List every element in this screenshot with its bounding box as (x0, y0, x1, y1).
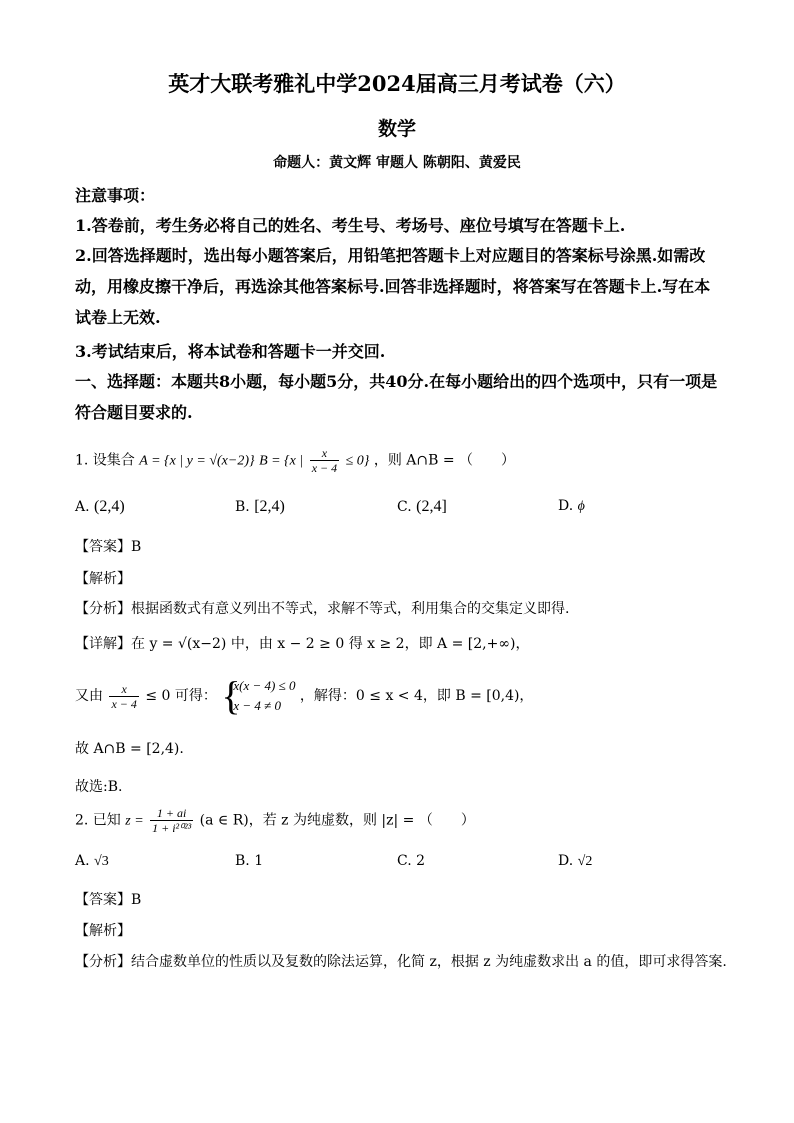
q2-fenxi (75, 951, 727, 971)
q1-option-a (75, 498, 125, 516)
q1-xiangjie-2-mid: ≤ 0 可得： (145, 688, 217, 704)
q1-set-b-tail: ≤ 0} (345, 453, 370, 469)
q1-set-b-num: x (310, 446, 339, 461)
q2-fraction (150, 806, 193, 835)
notice-item-2-line-1: 2.回答选择题时，选出每小题答案后，用铅笔把答题卡上对应题目的答案标号涂黑.如需改 (75, 246, 706, 265)
notice-item-3: 3.考试结束后，将本试卷和答题卡一并交回. (75, 342, 386, 361)
q1-choose: 故选:B. (75, 779, 123, 795)
q2-condition: (a ∈ R)，若 z 为纯虚数，则 |z| = （ ） (199, 812, 475, 829)
q1-xiangjie-2 (75, 673, 534, 718)
q1-answer-value: B (131, 539, 142, 555)
q1-option-b-label: B. (235, 499, 250, 515)
q2-option-d (558, 853, 592, 870)
authors-line: 命题人：黄文辉 审题人 陈朝阳、黄爱民 (273, 155, 521, 171)
q2-analysis-tag: 【解析】 (75, 923, 131, 939)
q2-answer-tag: 【答案】 (75, 892, 131, 908)
question-1 (75, 446, 515, 475)
q1-set-b-den: x − 4 (311, 461, 338, 475)
notice-heading: 注意事项： (75, 186, 156, 205)
q1-option-c (397, 498, 447, 516)
q1-xiangjie-2-fraction (109, 682, 138, 711)
q1-set-b-fraction (310, 446, 339, 475)
q2-fenxi-tag: 【分析】 (75, 954, 131, 970)
notice-item-2-line-3: 试卷上无效. (75, 308, 161, 327)
q1-xiangjie-2-tail: ，解得：0 ≤ x < 4，即 B = [0,4)， (299, 688, 534, 704)
q2-answer-value: B (131, 892, 142, 908)
q1-answer-tag: 【答案】 (75, 539, 131, 555)
section-1-line-2: 符合题目要求的. (75, 403, 193, 422)
q1-set-a: A = {x | y = √(x−2)} (139, 453, 255, 469)
q1-analysis-tag: 【解析】 (75, 571, 131, 587)
q2-option-c-value: 2 (416, 853, 426, 869)
q2-option-b-value: 1 (254, 853, 264, 869)
q2-option-d-value: √2 (577, 854, 593, 869)
q1-xiangjie-3: 故 A∩B = [2,4). (75, 741, 184, 757)
q1-fenxi (75, 598, 569, 618)
q1-option-a-value: (2,4) (94, 498, 125, 515)
q1-xiangjie-2-den: x − 4 (111, 696, 137, 711)
q1-answer (75, 536, 141, 556)
q1-option-a-label: A. (75, 499, 90, 515)
q1-xiangjie-1 (75, 633, 529, 653)
q1-option-c-value: (2,4] (416, 498, 447, 515)
q1-fenxi-tag: 【分析】 (75, 601, 131, 617)
section-1-line-1: 一、选择题：本题共8小题，每小题5分，共40分.在每小题给出的四个选项中，只有一项是 (75, 372, 718, 391)
q1-fenxi-text: 根据函数式有意义列出不等式，求解不等式，利用集合的交集定义即得. (131, 601, 570, 617)
q2-den: 1 + i²⁰²³ (152, 821, 192, 835)
q2-fenxi-text: 结合虚数单位的性质以及复数的除法运算，化简 z，根据 z 为纯虚数求出 a 的值，即可求得答案. (131, 954, 727, 970)
q2-answer (75, 889, 141, 909)
q1-option-d-value: ϕ (577, 499, 585, 514)
q1-system-line-2: x − 4 ≠ 0 (233, 698, 282, 713)
notice-item-2-line-2: 动，用橡皮擦干净后，再选涂其他答案标号.回答非选择题时，将答案写在答题卡上.写在本 (75, 277, 711, 296)
q1-ask: ，则 A∩B = （ ） (373, 452, 516, 469)
q1-xiangjie-2-lead: 又由 (75, 688, 103, 704)
notice-item-1: 1.答卷前，考生务必将自己的姓名、考生号、考场号、座位号填写在答题卡上. (75, 216, 626, 235)
q1-option-b-value: [2,4) (254, 498, 285, 515)
q2-z-lead: z = (125, 813, 144, 829)
q1-xiangjie-2-num: x (109, 682, 138, 697)
q1-option-d (558, 498, 585, 515)
question-2 (75, 806, 475, 835)
q1-xiangjie-tag: 【详解】 (75, 636, 131, 652)
q1-inequality-system (221, 673, 296, 718)
left-brace-icon: { (221, 673, 241, 718)
q2-num: 1 + ai (150, 806, 193, 821)
q2-option-b-label: B. (235, 853, 250, 869)
q2-option-b (235, 853, 263, 869)
q1-prefix: 1. 设集合 (75, 452, 135, 469)
q1-option-b (235, 498, 285, 516)
q1-set-b-lead: B = {x | (259, 453, 304, 469)
q2-option-a (75, 853, 109, 870)
q2-option-a-label: A. (75, 853, 90, 869)
q2-prefix: 2. 已知 (75, 812, 121, 829)
q2-option-c-label: C. (397, 853, 412, 869)
q1-system-line-1: x(x − 4) ≤ 0 (233, 678, 296, 693)
q1-option-c-label: C. (397, 499, 412, 515)
subject-title: 数学 (377, 118, 416, 140)
exam-title: 英才大联考雅礼中学2024届高三月考试卷（六） (168, 71, 626, 96)
q2-option-d-label: D. (558, 853, 574, 869)
q1-xiangjie-1-text: 在 y = √(x−2) 中，由 x − 2 ≥ 0 得 x ≥ 2，即 A = [2,+∞)， (131, 636, 530, 652)
q1-option-d-label: D. (558, 498, 574, 514)
q2-option-c (397, 853, 425, 869)
q2-option-a-value: √3 (94, 854, 109, 869)
